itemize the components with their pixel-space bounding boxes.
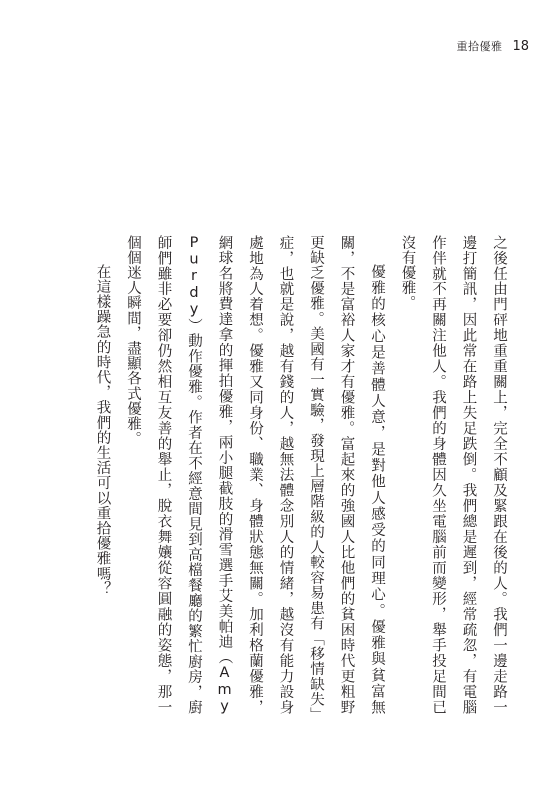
page-header — [456, 38, 529, 54]
paragraph-elegance-core: 優雅的核心是善體人意，是對他人感受的同理心。優雅與貧富無關，不是富裕人家才有優雅。富起來的強國人比他們的貧困時代更粗野更缺乏優雅。美國有一實驗，發現上層階級的人較容易患有「移情缺失」症，也就是說，越有錢的人，越無法體念別人的情緒，越沒有能力設身處地為人着想。優雅又同身份、職業、身體狀態無關。加利格蘭優雅，網球名將費達拿的揮拍優雅，兩小腿截肢的滑雪選手艾美帕迪（Amy Purdy）動作優雅。作者在不經意間見到高檔餐廳的繁忙廚房，廚師們雖非必要卻仍然相互友善的舉止，脫衣舞孃從容圓融的姿態，那一個個迷人瞬間，盡顯各式優雅。 — [125, 235, 385, 715]
page-number: 18 — [512, 39, 529, 54]
body-text — [87, 235, 514, 715]
paragraph-continuation: 之後任由門砰地重重關上，完全不顧及緊跟在後的人。我們一邊走路一邊打簡訊，因此常在路上失足跌倒。我們總是遲到，經常疏忽，有電腦作伴就不再關注他人。我們的身體因久坐電腦前而變形，舉手投足間已沒有優雅。 — [399, 235, 507, 715]
paragraph-closing-question: 在這樣躁急的時代，我們的生活可以重拾優雅嗎？ — [94, 264, 111, 597]
running-title: 重拾優雅 — [456, 40, 503, 53]
